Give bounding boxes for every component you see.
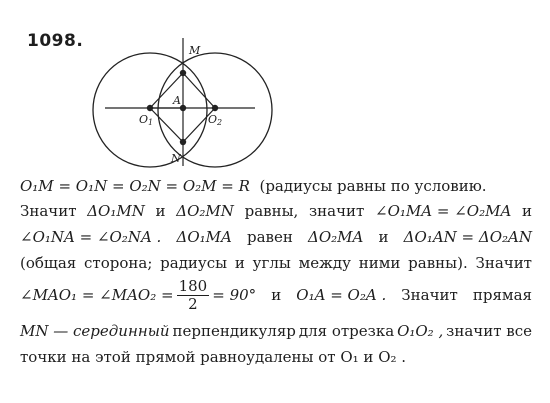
point-o1	[147, 105, 153, 111]
triangle-o2mn: ΔO₂MN	[176, 202, 234, 220]
solution-line-4	[20, 256, 532, 271]
conclusion-text: точки на этой прямой равноудалены от O₁ и O₂ .	[20, 348, 407, 366]
point-n	[180, 139, 186, 145]
word: для отрезка	[298, 322, 395, 340]
triangle-o1mn: ΔO₁MN	[87, 202, 145, 220]
word: значит все	[446, 322, 532, 340]
word: Значит	[20, 202, 77, 220]
word: и	[271, 286, 282, 305]
word: радиусы	[160, 254, 228, 272]
label-a: A	[173, 94, 181, 107]
angle-mao-equality: ∠MAO₁ = ∠MAO₂ =	[20, 286, 174, 305]
segment-equality-o1a-o2a: O₁A = O₂A .	[296, 286, 387, 305]
word: перпендикуляр	[172, 322, 296, 340]
word: прямая	[472, 286, 532, 305]
label-o1: O1	[139, 113, 154, 127]
angle-equality-na: ∠O₁NA = ∠O₂NA .	[20, 228, 162, 246]
word: равны).	[408, 254, 468, 272]
label-n: N	[171, 152, 181, 165]
point-o2	[212, 105, 218, 111]
label-o2: O2	[208, 113, 223, 127]
word: Значит	[401, 286, 458, 305]
word: между	[298, 254, 351, 272]
word: сторона;	[84, 254, 153, 272]
word: и	[522, 202, 532, 220]
radius-equality: O₁M = O₁N = O₂N = O₂M = R	[20, 177, 250, 195]
solution-line-1	[20, 179, 532, 194]
word: равен	[246, 228, 293, 246]
triangle-o1ma: ΔO₁MA	[176, 228, 232, 246]
solution-line-2	[20, 204, 532, 219]
fraction-numerator: 180	[178, 277, 208, 295]
angle-equality-ma: ∠O₁MA = ∠O₂MA	[375, 202, 512, 220]
solution-line-5	[20, 278, 532, 314]
word: и	[155, 202, 166, 220]
word: углы	[252, 254, 291, 272]
solution-line-7	[20, 350, 532, 365]
point-m	[180, 70, 186, 76]
angle-formula	[20, 278, 256, 314]
problem-number: 1098.	[27, 31, 84, 51]
segment-o1o2: O₁O₂ ,	[397, 322, 444, 340]
word: Значит	[475, 254, 532, 272]
word: (общая	[20, 254, 77, 272]
word: и	[234, 254, 245, 272]
geometry-figure	[0, 0, 550, 170]
label-m: M	[189, 44, 201, 57]
word: и	[378, 228, 389, 246]
word: значит	[309, 202, 365, 220]
fraction-180-over-2	[177, 278, 210, 314]
mn-perpendicular: MN — серединный	[20, 322, 170, 340]
word: равны,	[244, 202, 299, 220]
triangle-o2ma: ΔO₂MA	[308, 228, 364, 246]
word: ними	[358, 254, 401, 272]
ninety-degrees: = 90°	[212, 286, 257, 305]
solution-line-6	[20, 324, 532, 339]
solution-line-3	[20, 230, 532, 245]
fraction-denominator: 2	[188, 295, 198, 314]
line1-rest: (радиусы равны по условию.	[259, 177, 487, 195]
triangle-equality-an: ΔO₁AN = ΔO₂AN	[403, 228, 532, 246]
